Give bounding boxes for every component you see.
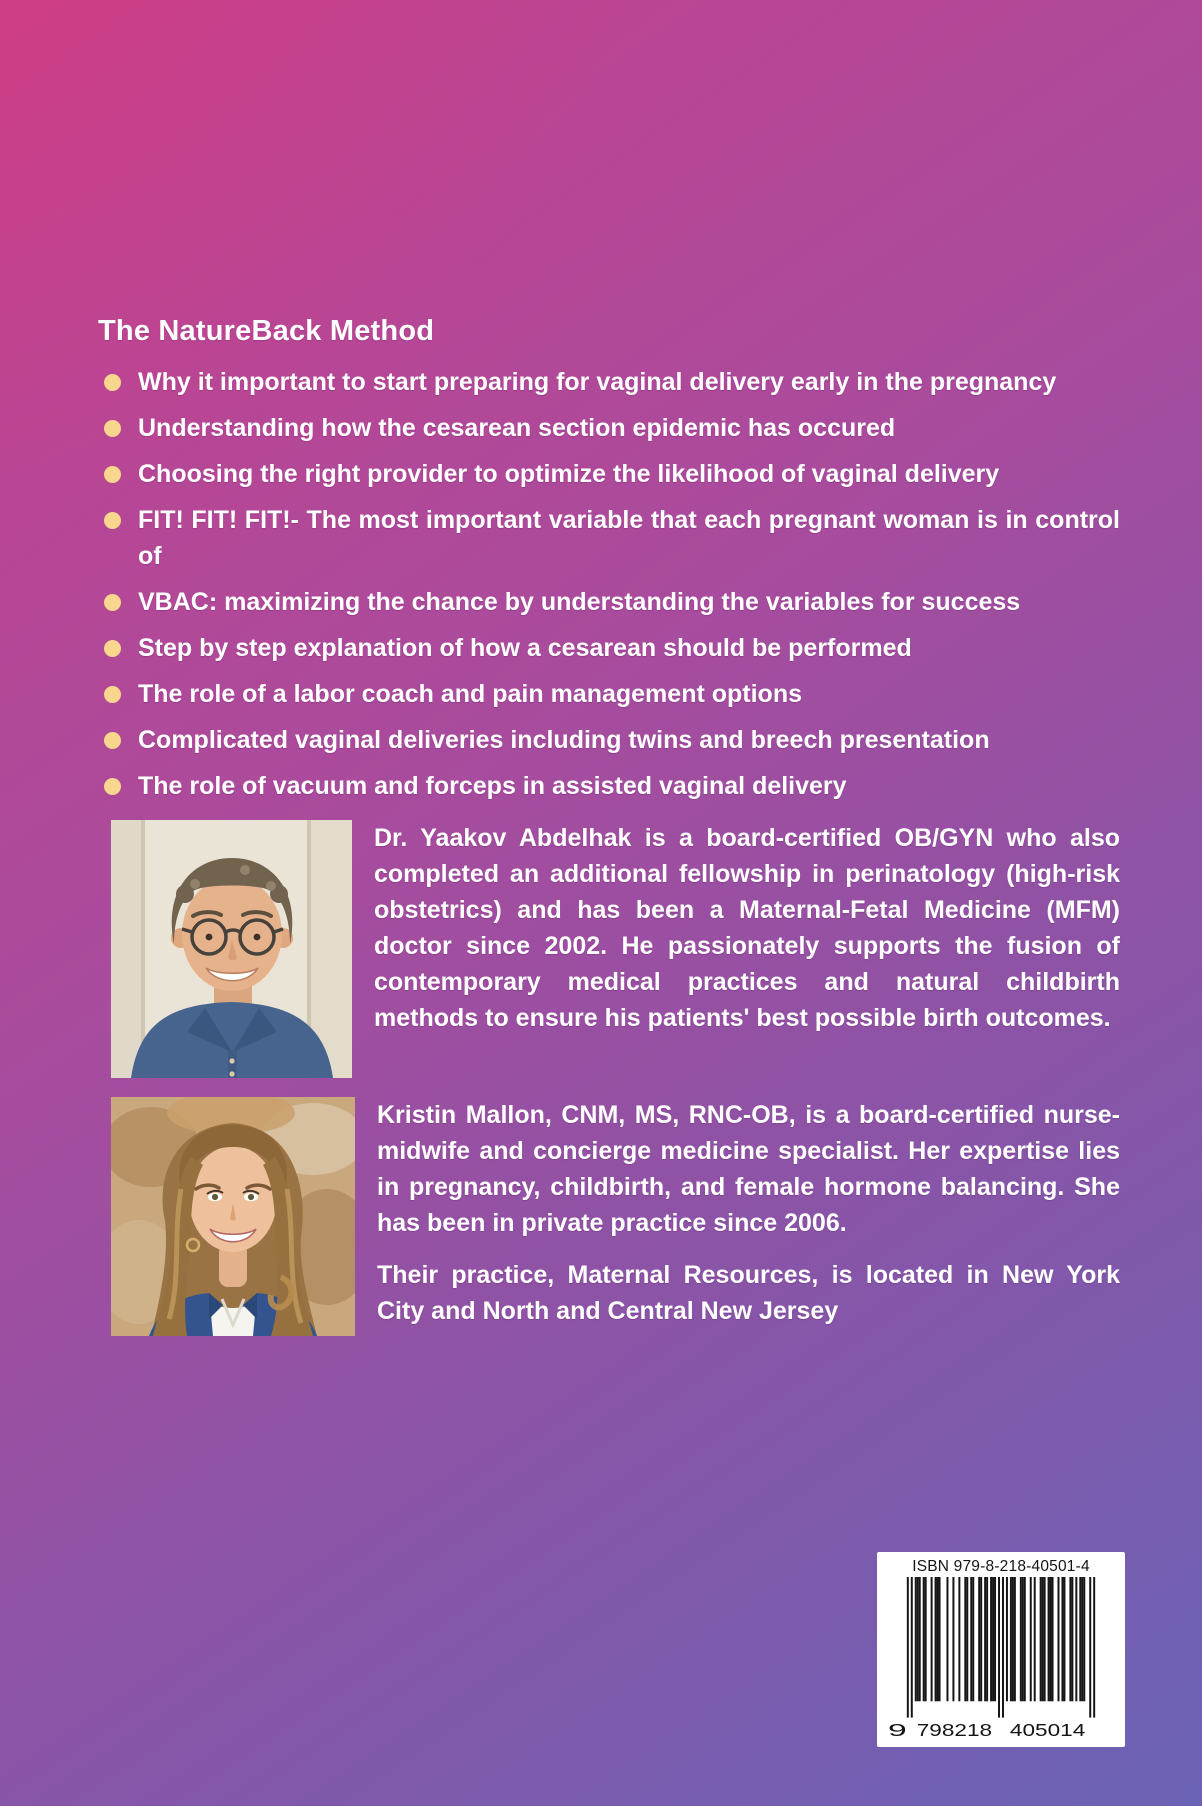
author-section-yaakov	[98, 820, 1120, 1078]
bullet-text: Step by step explanation of how a cesarean should be performed	[138, 634, 912, 662]
svg-text:405014: 405014	[1009, 1720, 1086, 1740]
bullet-dot-icon	[104, 420, 121, 437]
bullet-dot-icon	[104, 686, 121, 703]
bullet-text: The role of a labor coach and pain management options	[138, 680, 802, 708]
bio-kristin-mallon: Kristin Mallon, CNM, MS, RNC-OB, is a board-certified nurse-midwife and concierge medicine specialist. Her expertise lies in pregnancy, childbirth, and female hormone balancing. She has been in private practice since 2006.	[377, 1101, 1120, 1237]
author-bio-col	[374, 820, 1120, 1036]
bullet-text: The role of vacuum and forceps in assisted vaginal delivery	[138, 772, 847, 800]
bullet-text: Understanding how the cesarean section epidemic has occured	[138, 414, 896, 442]
isbn-barcode	[877, 1552, 1125, 1747]
bullet-dot-icon	[104, 594, 121, 611]
bullet-dot-icon	[104, 374, 121, 391]
bullet-text: VBAC: maximizing the chance by understanding the variables for success	[138, 588, 1021, 616]
bullet-item	[98, 456, 1120, 492]
author-photo-yaakov	[111, 820, 352, 1078]
bullet-dot-icon	[104, 778, 121, 795]
bullet-item	[98, 502, 1120, 574]
barcode-bars	[887, 1577, 1115, 1740]
bullet-text: Why it important to start preparing for vaginal delivery early in the pregnancy	[138, 368, 1057, 396]
bullet-item	[98, 630, 1120, 666]
bullet-item	[98, 410, 1120, 446]
topics-list	[98, 364, 1120, 804]
svg-text:798218: 798218	[916, 1720, 993, 1740]
bullet-text: Choosing the right provider to optimize the likelihood of vaginal delivery	[138, 460, 1000, 488]
isbn-number: ISBN 979-8-218-40501-4	[912, 1558, 1090, 1575]
bullet-item	[98, 676, 1120, 712]
bio-yaakov-abdelhak: Dr. Yaakov Abdelhak is a board-certified OB/GYN who also completed an additional fellowship in perinatology (high-risk obstetrics) and has been a Maternal-Fetal Medicine (MFM) doctor since 2002. He passionately supports the fusion of contemporary medical practices and natural childbirth methods to ensure his patients' best possible birth outcomes.	[374, 824, 1120, 1032]
author-photo-kristin	[111, 1097, 355, 1336]
bullet-item	[98, 584, 1120, 620]
bullet-dot-icon	[104, 732, 121, 749]
bullet-dot-icon	[104, 640, 121, 657]
bullet-item	[98, 768, 1120, 804]
bullet-text: Complicated vaginal deliveries including twins and breech presentation	[138, 726, 990, 754]
bullet-dot-icon	[104, 466, 121, 483]
bullet-item	[98, 364, 1120, 400]
bullet-dot-icon	[104, 512, 121, 529]
author-bio-col	[377, 1097, 1120, 1329]
bullet-text: FIT! FIT! FIT!- The most important variable that each pregnant woman is in control of	[138, 506, 1120, 570]
practice-location: Their practice, Maternal Resources, is located in New York City and North and Central New Jersey	[377, 1261, 1120, 1325]
svg-text:9: 9	[887, 1720, 907, 1740]
page-title: The NatureBack Method	[98, 315, 435, 347]
author-section-kristin	[98, 1097, 1120, 1336]
bullet-item	[98, 722, 1120, 758]
